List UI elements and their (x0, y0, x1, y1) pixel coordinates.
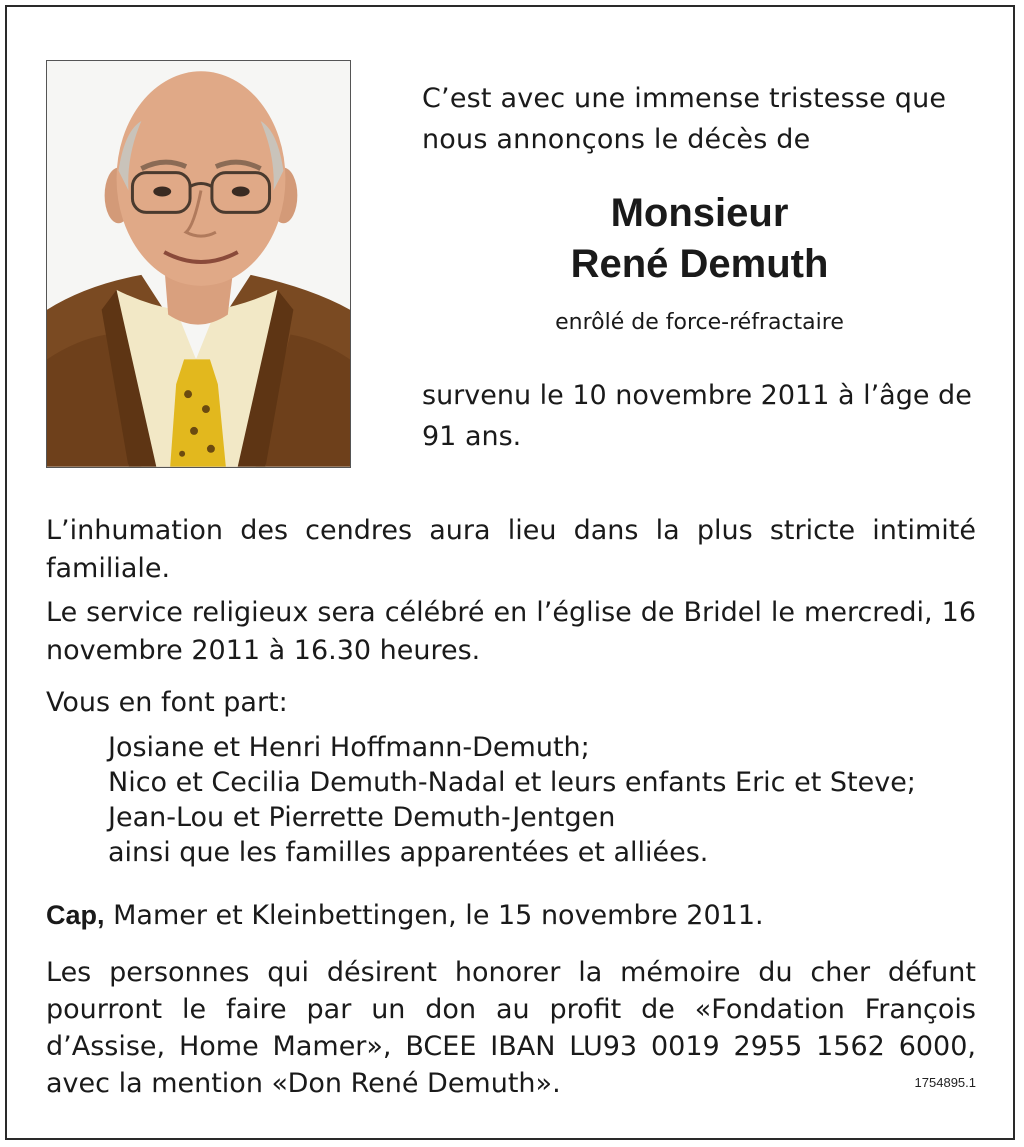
deceased-name (422, 188, 977, 290)
reference-number: 1754895.1 (914, 1075, 976, 1090)
title-name: René Demuth (570, 242, 829, 286)
donation-paragraph: Les personnes qui désirent honorer la mémoire du cher défunt pourront le faire par un don au profit de «Fondation François d’Assise, Home Mamer», BCEE IBAN LU93 0019 2955 1562 6000, avec la mention «Don René Demuth». (46, 957, 976, 1099)
signers-list (108, 730, 978, 870)
deceased-subtitle: enrôlé de force-réfractaire (555, 310, 844, 335)
service-paragraph: Le service religieux sera célébré en l’église de Bridel le mercredi, 16 novembre 2011 à 16.30 heures. (46, 597, 976, 666)
announce-paragraph: Vous en font part: (46, 687, 288, 718)
place-rest: Mamer et Kleinbettingen, le 15 novembre 2011. (104, 900, 764, 931)
signer-line: Nico et Cecilia Demuth-Nadal et leurs enfants Eric et Steve; (108, 767, 916, 798)
title-honorific: Monsieur (610, 191, 789, 235)
signer-line: Jean-Lou et Pierrette Demuth-Jentgen (108, 802, 616, 833)
death-date-text: survenu le 10 novembre 2011 à l’âge de 91 ans. (422, 380, 972, 452)
signer-line: Josiane et Henri Hoffmann-Demuth; (108, 732, 590, 763)
intro-text: C’est avec une immense tristesse que nous annonçons le décès de (422, 83, 947, 155)
place-date (46, 896, 976, 935)
place-bold: Cap, (46, 900, 105, 930)
signer-line: ainsi que les familles apparentées et alliées. (108, 837, 709, 868)
burial-paragraph: L’inhumation des cendres aura lieu dans la plus stricte intimité familiale. (46, 515, 976, 584)
portrait-photo (46, 60, 351, 468)
